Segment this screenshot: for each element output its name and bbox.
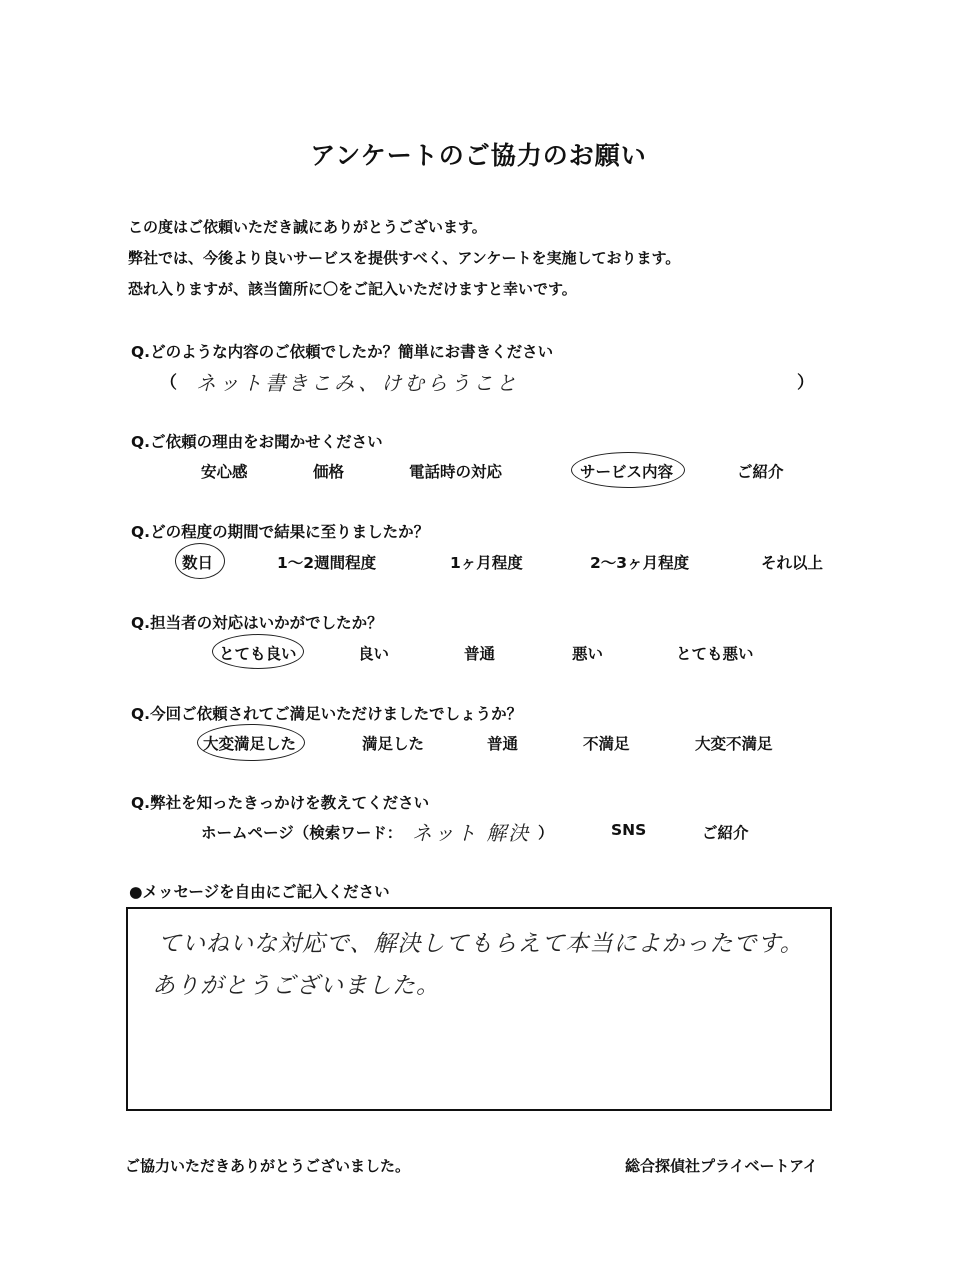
q5-option-satisfied: 満足した bbox=[362, 735, 425, 753]
q1-open-paren: （ bbox=[160, 373, 177, 393]
q3-question: Q.どの程度の期間で結果に至りましたか？ bbox=[131, 523, 430, 541]
footer-company: 総合探偵社プライベートアイ bbox=[625, 1157, 818, 1175]
q2-option-kakaku: 価格 bbox=[313, 463, 345, 481]
q6-option-sns: SNS bbox=[611, 821, 647, 839]
q5-option-unsatisfied: 不満足 bbox=[583, 735, 630, 753]
q3-option-1month: 1ヶ月程度 bbox=[450, 554, 523, 572]
q6-question: Q.弊社を知ったきっかけを教えてください bbox=[131, 794, 430, 812]
q4-selection-circle bbox=[212, 634, 304, 669]
intro-line-3: 恐れ入りますが、該当箇所に〇をご記入いただけますと幸いです。 bbox=[128, 280, 577, 298]
message-heading: ●メッセージを自由にご記入ください bbox=[129, 883, 390, 901]
q1-question: Q.どのような内容のご依頼でしたか？簡単にお書きください bbox=[131, 343, 554, 361]
page-title: アンケートのご協力のお願い bbox=[310, 141, 647, 170]
q5-question: Q.今回ご依頼されてご満足いただけましたでしょうか？ bbox=[131, 705, 523, 723]
q2-option-service: サービス内容 bbox=[580, 463, 674, 481]
q5-option-very-unsatisfied: 大変不満足 bbox=[695, 735, 773, 753]
q3-option-1-2weeks: 1～2週間程度 bbox=[277, 554, 377, 572]
q1-answer: ネット書きこみ、けむらうこと bbox=[196, 371, 520, 395]
q3-option-suujitsu: 数日 bbox=[182, 554, 214, 572]
q4-option-very-good: とても良い bbox=[219, 645, 297, 663]
q2-option-denwa: 電話時の対応 bbox=[409, 463, 503, 481]
q3-option-2-3months: 2～3ヶ月程度 bbox=[590, 554, 690, 572]
q6-homepage-label: ホームページ（検索ワード： bbox=[201, 824, 403, 842]
message-line-1: ていねいな対応で、解決してもらえて本当によかったです。 bbox=[158, 931, 804, 957]
q4-option-good: 良い bbox=[358, 645, 390, 663]
intro-line-2: 弊社では、今後より良いサービスを提供すべく、アンケートを実施しております。 bbox=[128, 249, 681, 267]
message-box bbox=[126, 907, 832, 1111]
q4-option-bad: 悪い bbox=[572, 645, 604, 663]
q5-option-very-satisfied: 大変満足した bbox=[203, 735, 297, 753]
message-line-2: ありがとうございました。 bbox=[152, 973, 440, 999]
q1-close-paren: ） bbox=[797, 373, 814, 393]
q4-option-normal: 普通 bbox=[464, 645, 496, 663]
q5-selection-circle bbox=[197, 724, 305, 761]
q3-selection-circle bbox=[175, 543, 225, 579]
q2-question: Q.ご依頼の理由をお聞かせください bbox=[131, 433, 383, 451]
q2-option-shoukai: ご紹介 bbox=[737, 463, 784, 481]
q3-option-more: それ以上 bbox=[761, 554, 824, 572]
q5-option-normal: 普通 bbox=[487, 735, 519, 753]
q6-search-word: ネット 解決 bbox=[412, 821, 531, 845]
q2-option-anshin: 安心感 bbox=[201, 463, 248, 481]
q4-question: Q.担当者の対応はいかがでしたか？ bbox=[131, 614, 383, 632]
q4-option-very-bad: とても悪い bbox=[676, 645, 754, 663]
intro-line-1: この度はご依頼いただき誠にありがとうございます。 bbox=[128, 218, 487, 236]
q6-close-paren: ） bbox=[538, 824, 554, 842]
footer-thanks: ご協力いただきありがとうございました。 bbox=[125, 1157, 411, 1175]
q6-option-referral: ご紹介 bbox=[702, 824, 749, 842]
q2-selection-circle bbox=[571, 452, 685, 488]
